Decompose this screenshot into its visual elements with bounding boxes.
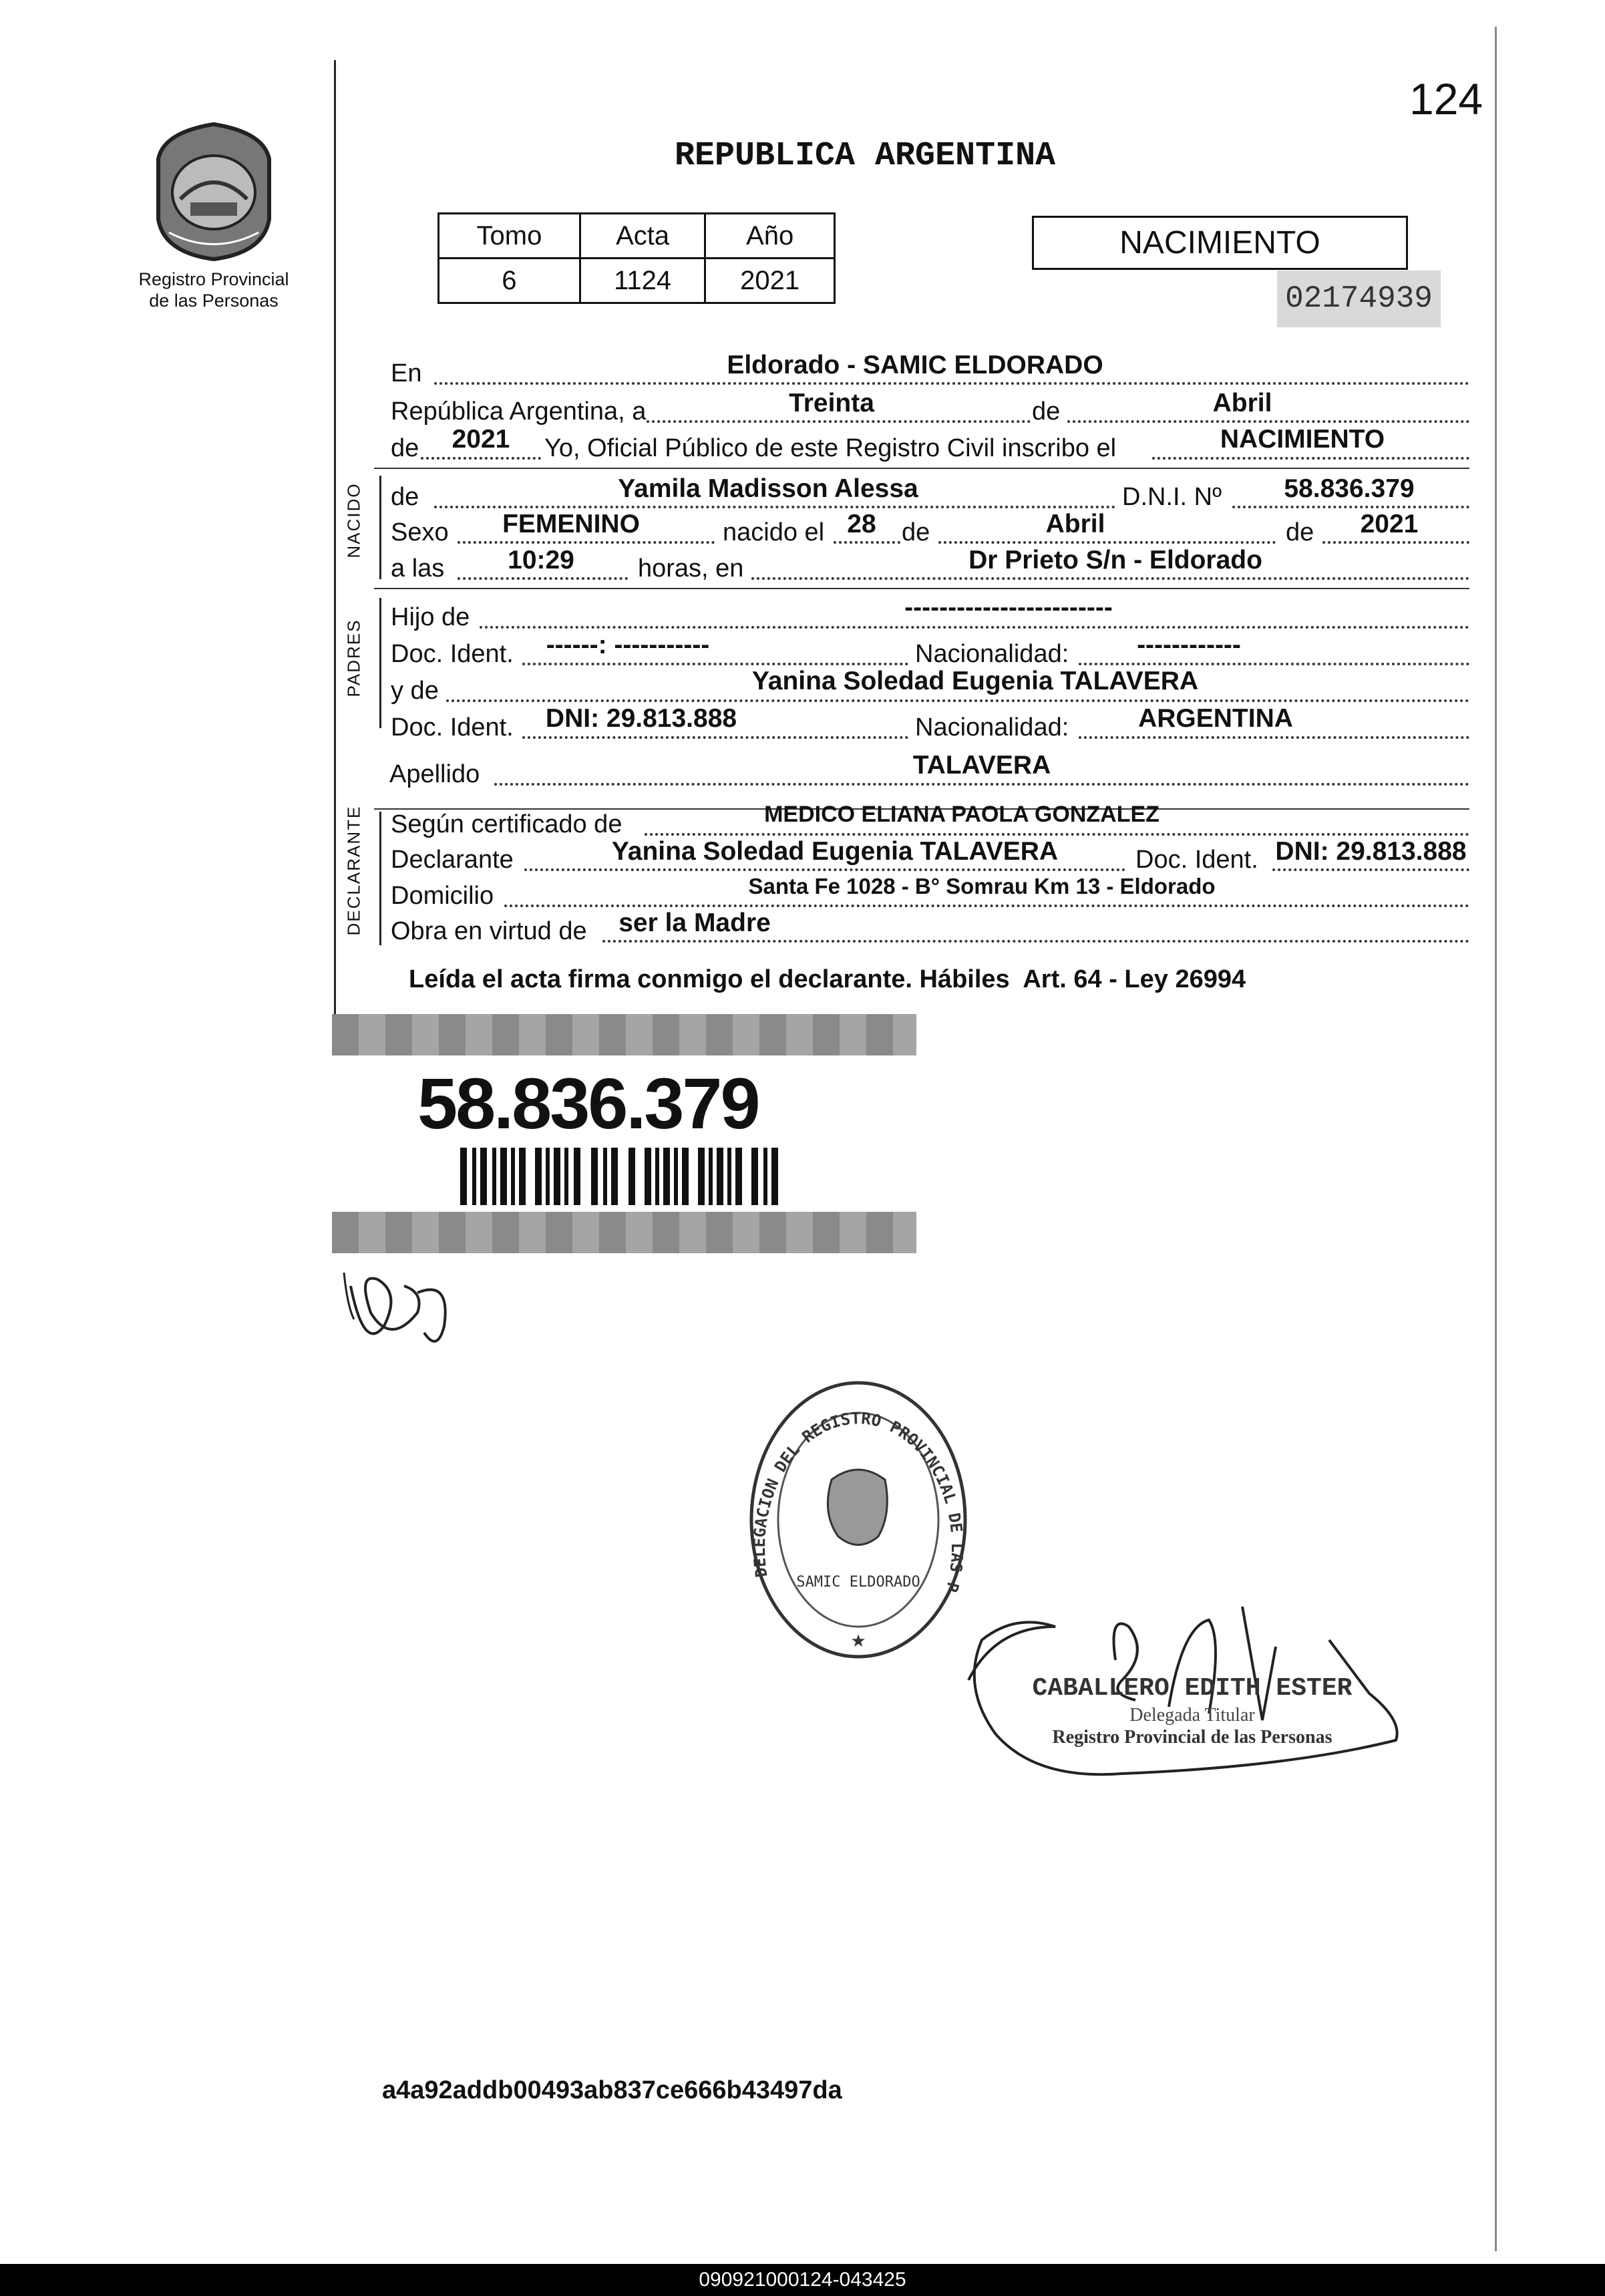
madre-doc-label: Doc. Ident. [391, 713, 514, 742]
sexo-dots [458, 541, 715, 544]
domicilio-dots [504, 905, 1469, 907]
declarante-bracket [379, 812, 381, 945]
doc-type-label: NACIMIENTO [1119, 225, 1320, 261]
madre-nac-label: Nacionalidad: [915, 713, 1069, 742]
province-seal-logo [150, 119, 277, 263]
nac-de-label-2: de [1286, 518, 1314, 546]
sticker-band-bottom [332, 1212, 916, 1253]
declarante-doc-dots [1272, 868, 1469, 871]
nombre-de-label: de [391, 483, 419, 511]
lugar-value: Dr Prieto S/n - Eldorado [968, 546, 1262, 575]
logo-caption [127, 269, 301, 312]
madre-doc-dots [522, 736, 908, 739]
sexo-value: FEMENINO [502, 510, 640, 538]
apellido-dots [494, 783, 1469, 786]
certificado-label: Según certificado de [391, 810, 622, 838]
madre-nac-value: ARGENTINA [1138, 704, 1293, 733]
madre-value: Yanina Soledad Eugenia TALAVERA [751, 667, 1199, 695]
nac-mes-dots [938, 541, 1276, 544]
acta-value-acta: 1124 [580, 259, 705, 303]
madre-doc-value: DNI: 29.813.888 [545, 704, 737, 733]
domicilio-label: Domicilio [391, 882, 494, 910]
section-label-declarante: DECLARANTE [343, 805, 364, 936]
nac-mes-value: Abril [1045, 510, 1105, 538]
de-label-2: de [391, 434, 419, 462]
dni-sticker [332, 1014, 916, 1253]
dni-label: D.N.I. Nº [1122, 483, 1222, 511]
right-margin-line [1495, 27, 1497, 2251]
tipo-dots [1152, 457, 1469, 460]
page-number: 124 [1409, 74, 1483, 124]
republica-label: República Argentina, a [391, 397, 647, 426]
dni-dots [1232, 506, 1469, 508]
nac-dia-dots [834, 541, 900, 544]
acta-value-anio: 2021 [705, 259, 835, 303]
hijo-de-label: Hijo de [391, 603, 470, 631]
round-stamp-star-icon: ★ [850, 1631, 866, 1651]
horas-en-label: horas, en [638, 554, 744, 583]
hora-dots [458, 577, 628, 580]
declarante-doc-value: DNI: 29.813.888 [1275, 837, 1467, 866]
footer-bar [0, 2264, 1605, 2296]
certificado-value: MEDICO ELIANA PAOLA GONZALEZ [764, 802, 1160, 827]
section-label-padres: PADRES [343, 619, 364, 697]
document-hash: a4a92addb00493ab837ce666b43497da [382, 2076, 842, 2104]
nac-anio-value: 2021 [1360, 510, 1419, 538]
round-stamp [745, 1373, 972, 1667]
padres-bracket [379, 598, 381, 728]
acta-header-tomo: Tomo [439, 214, 580, 259]
sexo-label: Sexo [391, 518, 449, 546]
footer-code: 090921000124-043425 [699, 2269, 906, 2291]
madre-dots [446, 699, 1469, 702]
hora-value: 10:29 [508, 546, 574, 575]
padre-doc-dots [522, 663, 908, 665]
separator-1 [374, 468, 1469, 469]
section-label-nacido: NACIDO [343, 482, 364, 558]
acta-header-anio: Año [705, 214, 835, 259]
oficial-text: Yo, Oficial Público de este Registro Civil inscribo el [544, 434, 1117, 462]
doc-type-box [1032, 216, 1408, 270]
sticker-barcode [460, 1148, 781, 1205]
nombre-dots [434, 506, 1115, 508]
madre-nac-dots [1079, 736, 1469, 739]
certificado-dots [645, 833, 1469, 836]
logo-caption-line2: de las Personas [149, 291, 279, 311]
acta-header-acta: Acta [580, 214, 705, 259]
nac-dia-value: 28 [847, 510, 876, 538]
lugar-dots [751, 577, 1469, 580]
logo-caption-line1: Registro Provincial [138, 269, 289, 289]
padre-doc-label: Doc. Ident. [391, 640, 514, 668]
anio-dots [421, 457, 541, 460]
republica-dots-1 [647, 420, 1031, 423]
left-margin-line [334, 60, 336, 1142]
dni-value: 58.836.379 [1284, 474, 1415, 503]
separator-2 [374, 588, 1469, 589]
de-label-1: de [1032, 397, 1061, 426]
nac-de-label-1: de [902, 518, 930, 546]
domicilio-value: Santa Fe 1028 - B° Somrau Km 13 - Eldorado [748, 874, 1216, 898]
declarante-doc-label: Doc. Ident. [1135, 846, 1258, 874]
padre-doc-value: ------: ----------- [546, 631, 710, 659]
mes-value: Abril [1212, 389, 1272, 418]
acta-table [437, 212, 836, 304]
declarante-label: Declarante [391, 846, 514, 874]
round-stamp-ring-text: DELEGACION DEL REGISTRO PROVINCIAL DE LAS P [749, 1409, 967, 1595]
nac-anio-dots [1322, 541, 1469, 544]
sticker-band-top [332, 1014, 916, 1055]
country-title: REPUBLICA ARGENTINA [675, 137, 1056, 175]
padre-value: ------------------------ [904, 593, 1113, 622]
y-de-label: y de [391, 677, 439, 705]
nacido-el-label: nacido el [723, 518, 825, 546]
acta-value-tomo: 6 [439, 259, 580, 303]
en-value: Eldorado - SAMIC ELDORADO [727, 351, 1103, 379]
nombre-value: Yamila Madisson Alessa [618, 474, 918, 503]
padre-nac-dots [1079, 663, 1469, 665]
republica-dots-2 [1067, 420, 1469, 423]
nacido-bracket [379, 476, 381, 579]
padre-nac-label: Nacionalidad: [915, 640, 1069, 668]
official-stamp-name: CABALLERO EDITH ESTER [1032, 1674, 1353, 1703]
declarante-dots [524, 868, 1125, 871]
obra-dots [602, 940, 1469, 943]
official-stamp-role: Delegada Titular [1129, 1704, 1255, 1726]
round-stamp-inner-text: SAMIC ELDORADO [796, 1574, 920, 1591]
en-dots [434, 382, 1469, 385]
tipo-value: NACIMIENTO [1220, 425, 1385, 454]
serial-number: 02174939 [1277, 271, 1441, 327]
padre-nac-value: ------------ [1137, 631, 1241, 659]
apellido-label: Apellido [389, 760, 480, 788]
apellido-value: TALAVERA [912, 751, 1051, 780]
official-stamp-office: Registro Provincial de las Personas [1052, 1727, 1332, 1748]
obra-value: ser la Madre [618, 909, 771, 937]
a-las-label: a las [391, 554, 445, 583]
closing-text: Leída el acta firma conmigo el declarante. Hábiles Art. 64 - Ley 26994 [409, 965, 1246, 993]
en-label: En [391, 359, 422, 387]
obra-label: Obra en virtud de [391, 917, 587, 945]
padre-dots [480, 626, 1469, 629]
anio-value: 2021 [452, 425, 510, 454]
handwritten-initials [337, 1253, 464, 1366]
declarante-value: Yanina Soledad Eugenia TALAVERA [611, 837, 1059, 866]
sticker-dni-number: 58.836.379 [417, 1063, 759, 1144]
dia-value: Treinta [789, 389, 874, 418]
official-stamp-block [1019, 1673, 1366, 1749]
